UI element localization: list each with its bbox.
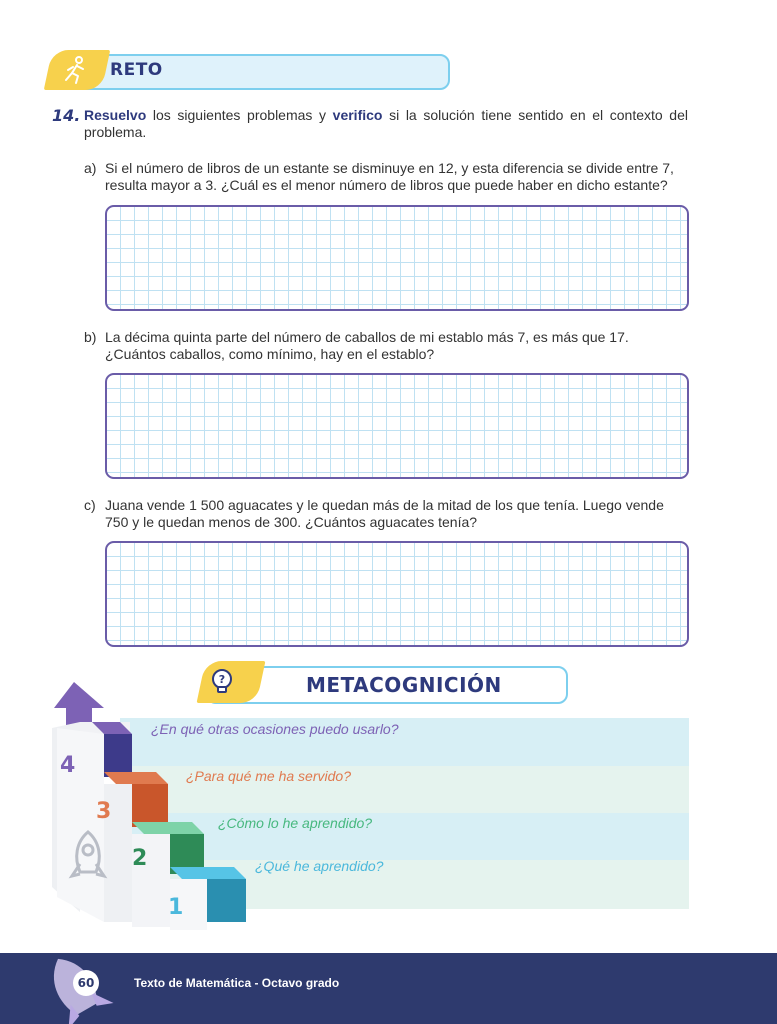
problem-text: Juana vende 1 500 aguacates y le quedan más de la mitad de los que tenía. Luego vende 750 y le quedan menos de 300. ¿Cuántos aguacates tenía?	[105, 497, 664, 530]
problem-b	[84, 329, 688, 363]
answer-grid-b[interactable]	[105, 373, 689, 479]
runner-icon	[58, 53, 92, 87]
question-number: 14.	[52, 106, 81, 125]
step-number-1: 1	[168, 895, 184, 920]
step-3-question: ¿Para qué me ha servido?	[186, 768, 351, 784]
problem-letter: b)	[84, 329, 97, 345]
answer-grid-c[interactable]	[105, 541, 689, 647]
verb-verifico: verifico	[332, 107, 383, 123]
reto-title: RETO	[110, 60, 163, 80]
svg-text:?: ?	[218, 673, 226, 686]
problem-letter: c)	[84, 497, 96, 513]
page-number: 60	[73, 970, 99, 996]
stairs-illustration	[52, 682, 252, 932]
problem-text: La décima quinta parte del número de caballos de mi establo más 7, es más que 17. ¿Cuántos caballos, como mínimo, hay en el establo?	[105, 329, 629, 362]
problem-c	[84, 497, 688, 531]
instruction-text-1: los siguientes problemas y	[146, 107, 333, 123]
step-number-4: 4	[60, 753, 76, 778]
answer-grid-a[interactable]	[105, 205, 689, 311]
arrow-up-icon	[54, 682, 104, 728]
verb-resuelvo: Resuelvo	[84, 107, 147, 123]
step-number-2: 2	[132, 846, 148, 871]
step-number-3: 3	[96, 799, 112, 824]
footer-book-title: Texto de Matemática - Octavo grado	[134, 976, 340, 990]
step-1-question: ¿Qué he aprendido?	[255, 858, 384, 874]
problem-a	[84, 160, 688, 194]
question-instructions	[84, 107, 688, 141]
instruction-text-2: si la solución tiene sentido en el contexto del problema.	[84, 107, 688, 140]
step-2-question: ¿Cómo lo he aprendido?	[218, 815, 373, 831]
step-4-question: ¿En qué otras ocasiones puedo usarlo?	[151, 721, 399, 737]
metacognition-title: METACOGNICIÓN	[306, 673, 502, 697]
problem-letter: a)	[84, 160, 97, 176]
problem-text: Si el número de libros de un estante se disminuye en 12, y esta diferencia se divide entre 7, resulta mayor a 3. ¿Cuál es el menor número de libros que puede haber en dicho estante?	[105, 160, 674, 193]
